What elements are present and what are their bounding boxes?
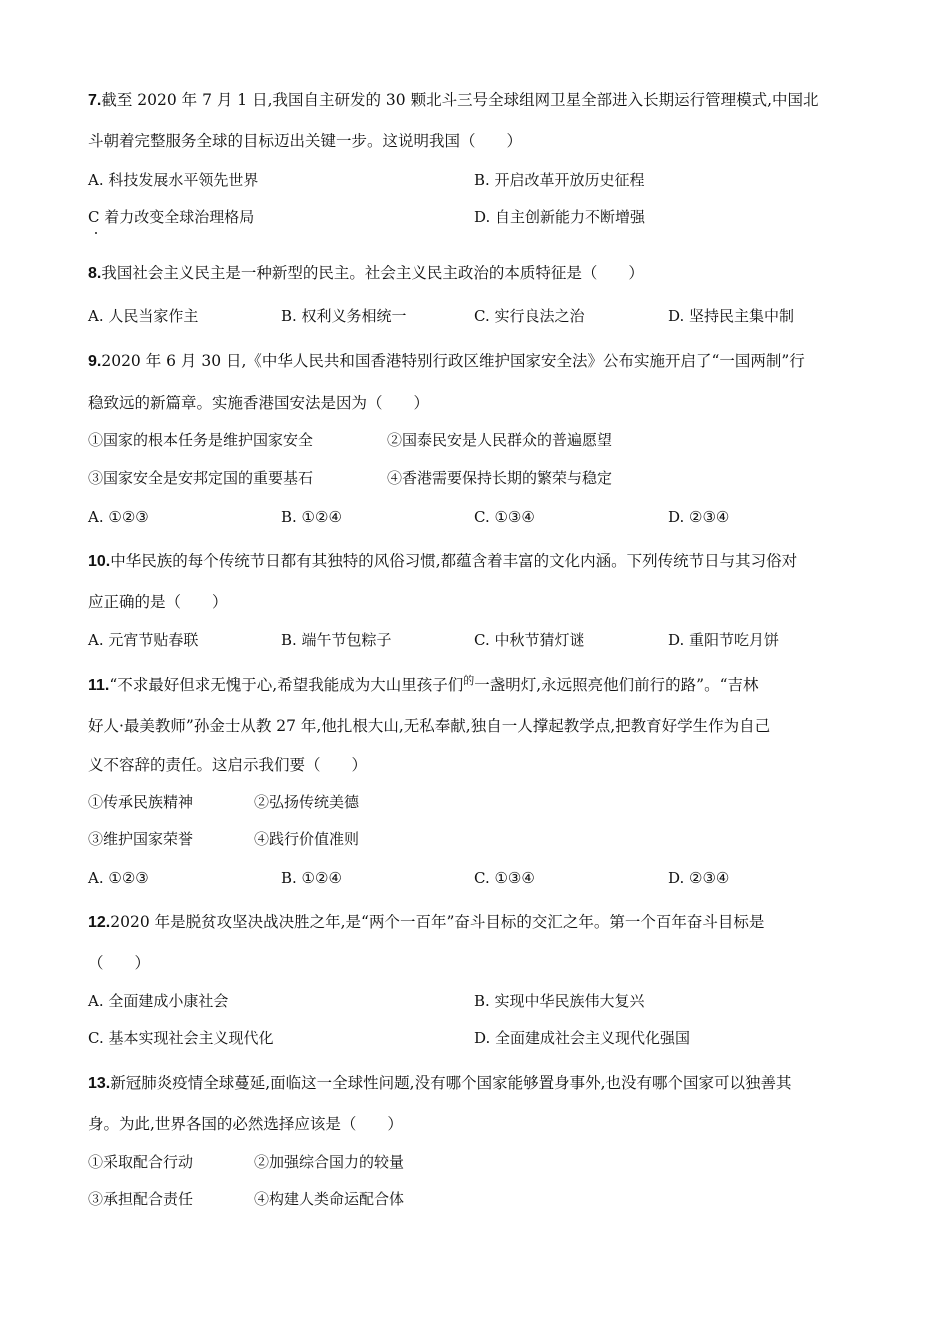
q11-option-b: B. ①②④ (281, 869, 342, 887)
q11-stem-line3: 义不容辞的责任。这启示我们要（ ） (88, 756, 368, 774)
q9-stem-line1 (88, 351, 805, 372)
q11-number: 11. (88, 677, 110, 694)
q9-option-c: C. ①③④ (474, 508, 535, 526)
q11-option-d: D. ②③④ (668, 869, 730, 887)
q9-stem-line2: 稳致远的新篇章。实施香港国安法是因为（ ） (88, 394, 430, 412)
q9-option-a: A. ①②③ (88, 508, 149, 526)
q11-stem-line1 (88, 675, 759, 697)
q11-stem-line2: 好人·最美教师”孙金士从教 27 年,他扎根大山,无私奉献,独自一人撑起教学点,把教育好学生作为自己 (88, 717, 771, 735)
q12-option-a: A. 全面建成小康社会 (88, 992, 229, 1010)
q8-option-b: B. 权利义务相统一 (281, 307, 407, 325)
q7-stem-text1: 截至 2020 年 7 月 1 日,我国自主研发的 30 颗北斗三号全球组网卫星全部进入长期运行管理模式,中国北 (101, 91, 819, 109)
q12-stem-line2: （ ） (88, 954, 151, 972)
q11-item-3: ③维护国家荣誉 (88, 830, 194, 848)
q7-option-b: B. 开启改革开放历史征程 (474, 171, 645, 189)
q13-item-2: ②加强综合国力的较量 (254, 1153, 405, 1171)
q9-item-3: ③国家安全是安邦定国的重要基石 (88, 469, 314, 487)
q9-number: 9. (88, 353, 102, 370)
q13-stem-text1: 新冠肺炎疫情全球蔓延,面临这一全球性问题,没有哪个国家能够置身事外,也没有哪个国家可以独善其 (110, 1074, 792, 1092)
q10-stem-line2: 应正确的是（ ） (88, 593, 228, 611)
q13-item-3: ③承担配合责任 (88, 1190, 194, 1208)
q7-option-d: D. 自主创新能力不断增强 (474, 208, 646, 226)
q10-option-d: D. 重阳节吃月饼 (668, 631, 780, 649)
q13-stem-line2: 身。为此,世界各国的必然选择应该是（ ） (88, 1115, 403, 1133)
q10-option-c: C. 中秋节猜灯谜 (474, 631, 585, 649)
q11-item-1: ①传承民族精神 (88, 793, 194, 811)
q7-option-a: A. 科技发展水平领先世界 (88, 171, 259, 189)
q8-option-a: A. 人民当家作主 (88, 307, 199, 325)
q11-item-2: ②弘扬传统美德 (254, 793, 360, 811)
q13-number: 13. (88, 1075, 111, 1092)
q10-option-b: B. 端午节包粽子 (281, 631, 392, 649)
q7-option-c: C 着力改变全球治理格局 (88, 208, 255, 226)
q10-number: 10. (88, 553, 111, 570)
stray-dot (95, 232, 97, 234)
q12-option-c: C. 基本实现社会主义现代化 (88, 1029, 274, 1047)
q8-option-c: C. 实行良法之治 (474, 307, 585, 325)
q9-item-2: ②国泰民安是人民群众的普遍愿望 (387, 431, 613, 449)
q12-stem-text1: 2020 年是脱贫攻坚决战决胜之年,是“两个一百年”奋斗目标的交汇之年。第一个百年奋斗目标是 (110, 913, 765, 931)
q9-option-b: B. ①②④ (281, 508, 342, 526)
q11-option-a: A. ①②③ (88, 869, 149, 887)
q11-stem-text1b: 一盏明灯,永远照亮他们前行的路”。“吉林 (474, 676, 759, 694)
q12-number: 12. (88, 914, 111, 931)
q9-item-4: ④香港需要保持长期的繁荣与稳定 (387, 469, 613, 487)
q11-stem-superscript: 的 (463, 674, 475, 687)
q11-stem-text1a: “不求最好但求无愧于心,希望我能成为大山里孩子们 (109, 676, 464, 694)
q10-option-a: A. 元宵节贴春联 (88, 631, 199, 649)
q13-item-1: ①采取配合行动 (88, 1153, 194, 1171)
q9-option-d: D. ②③④ (668, 508, 730, 526)
q8-stem-line1 (88, 263, 644, 284)
q10-stem-text1: 中华民族的每个传统节日都有其独特的风俗习惯,都蕴含着丰富的文化内涵。下列传统节日与其习俗对 (110, 552, 798, 570)
q11-item-4: ④践行价值准则 (254, 830, 360, 848)
q7-number: 7. (88, 92, 102, 109)
q12-option-b: B. 实现中华民族伟大复兴 (474, 992, 645, 1010)
q8-stem-text1: 我国社会主义民主是一种新型的民主。社会主义民主政治的本质特征是（ ） (101, 264, 644, 282)
q7-stem-line2: 斗朝着完整服务全球的目标迈出关键一步。这说明我国（ ） (88, 132, 523, 150)
q8-number: 8. (88, 265, 102, 282)
q13-stem-line1 (88, 1073, 792, 1094)
q7-stem-line1 (88, 90, 819, 111)
q12-stem-line1 (88, 912, 764, 933)
q11-option-c: C. ①③④ (474, 869, 535, 887)
q12-option-d: D. 全面建成社会主义现代化强国 (474, 1029, 691, 1047)
q9-item-1: ①国家的根本任务是维护国家安全 (88, 431, 314, 449)
q13-item-4: ④构建人类命运配合体 (254, 1190, 405, 1208)
q9-stem-text1: 2020 年 6 月 30 日,《中华人民共和国香港特别行政区维护国家安全法》公布实施开启了“一国两制”行 (101, 352, 805, 370)
q8-option-d: D. 坚持民主集中制 (668, 307, 795, 325)
q10-stem-line1 (88, 551, 797, 572)
